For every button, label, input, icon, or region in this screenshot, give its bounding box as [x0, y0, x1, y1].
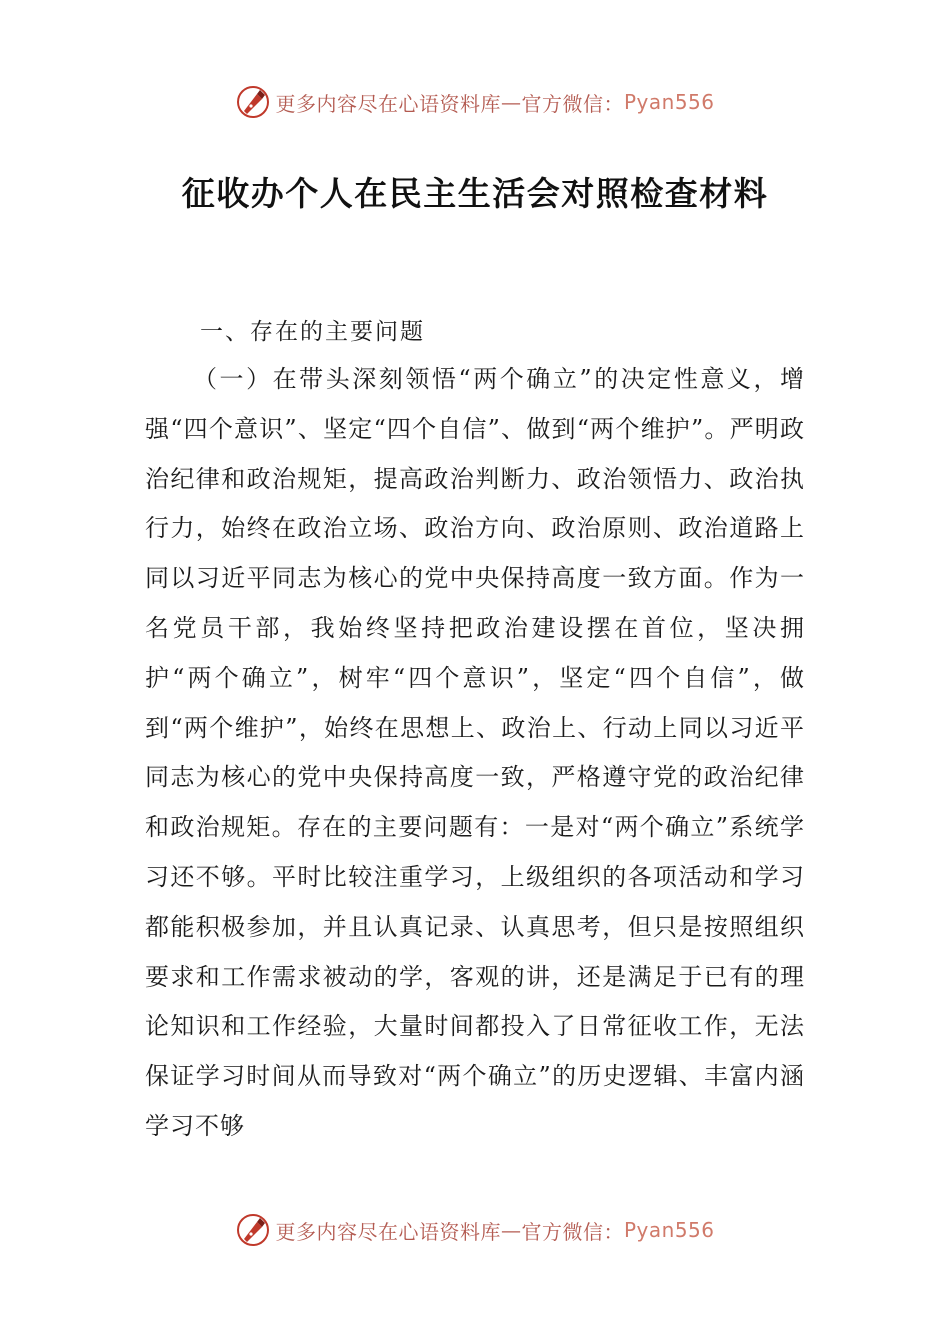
pen-nib-logo-icon [235, 1212, 271, 1248]
footer-banner-site-text: 更多内容尽在心语资料库 [275, 1219, 501, 1244]
header-banner-site-text: 更多内容尽在心语资料库 [275, 91, 501, 116]
header-banner [0, 82, 950, 122]
header-banner-wechat-id: Pyan556 [623, 90, 715, 114]
header-banner-separator: — [500, 90, 522, 114]
body-paragraph: （一）在带头深刻领悟“两个确立”的决定性意义，增强“四个意识”、坚定“四个自信”、做到“两个维护”。严明政治纪律和政治规矩，提高政治判断力、政治领悟力、政治执行力，始终在政治立场、政治方向、政治原则、政治道路上同以习近平同志为核心的党中央保持高度一致方面。作为一名党员干部，我始终坚持把政治建设摆在首位，坚决拥护“两个确立”，树牢“四个意识”，坚定“四个自信”，做到“两个维护”，始终在思想上、政治上、行动上同以习近平同志为核心的党中央保持高度一致，严格遵守党的政治纪律和政治规矩。存在的主要问题有：一是对“两个确立”系统学习还不够。平时比较注重学习，上级组织的各项活动和学习都能积极参加，并且认真记录、认真思考，但只是按照组织要求和工作需求被动的学，客观的讲，还是满足于已有的理论知识和工作经验，大量时间都投入了日常征收工作，无法保证学习时间从而导致对“两个确立”的历史逻辑、丰富内涵学习不够 [145, 365, 805, 1140]
footer-banner-wechat-id: Pyan556 [623, 1218, 715, 1242]
document-title: 征收办个人在民主生活会对照检查材料 [181, 174, 769, 213]
header-banner-wechat-label: 官方微信： [521, 91, 624, 116]
section-heading: 一、存在的主要问题 [200, 319, 425, 345]
footer-banner-separator: — [500, 1218, 522, 1242]
footer-banner [0, 1210, 950, 1250]
footer-banner-wechat-label: 官方微信： [521, 1219, 624, 1244]
pen-nib-logo-icon [235, 84, 271, 120]
